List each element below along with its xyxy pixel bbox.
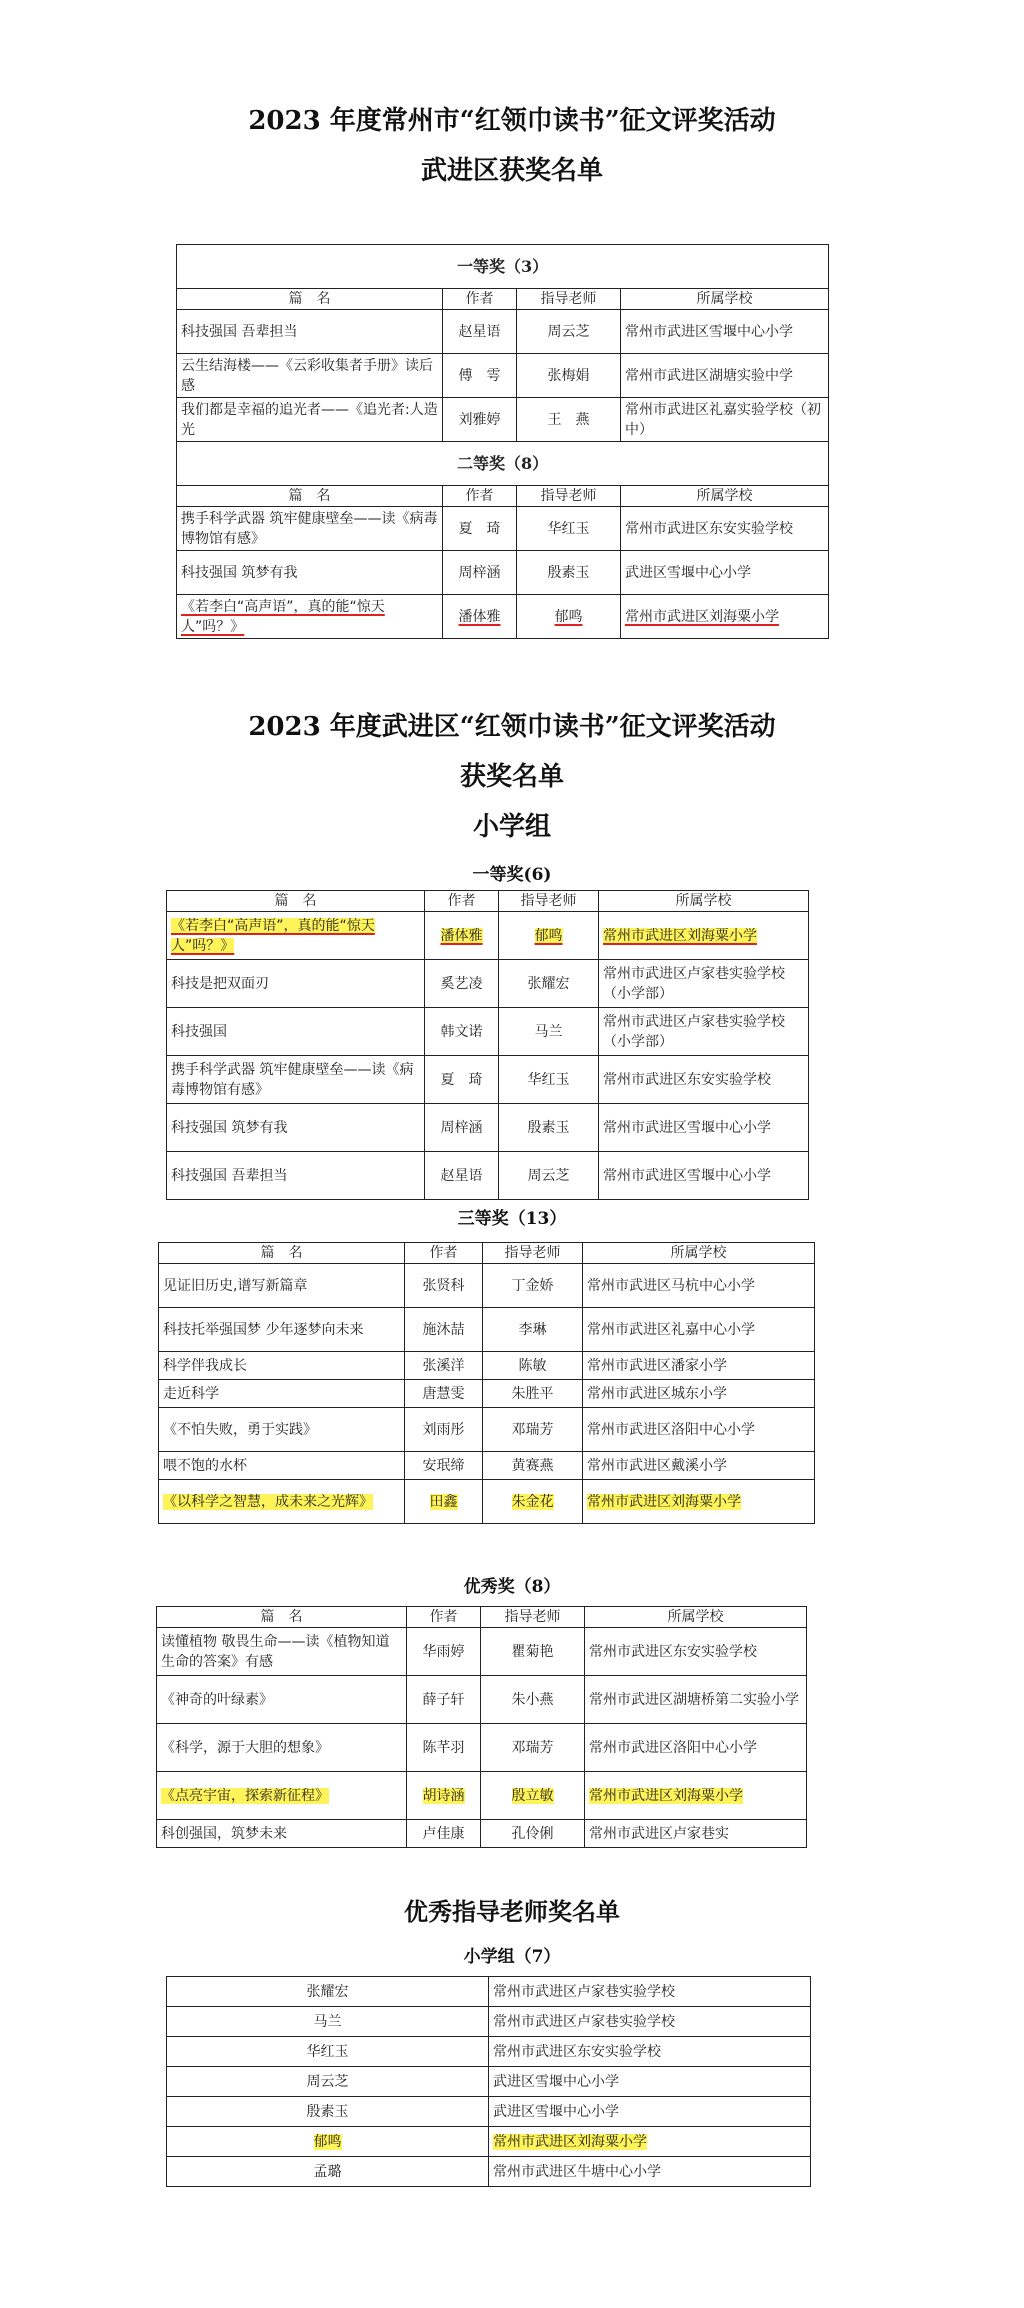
cell-teacher: 李琳 bbox=[483, 1308, 583, 1352]
table-row bbox=[159, 1352, 815, 1380]
cell-name-wrap bbox=[167, 2127, 489, 2157]
table-row bbox=[159, 1308, 815, 1352]
cell-school: 武进区雪堰中心小学 bbox=[489, 2097, 811, 2127]
table-row bbox=[177, 595, 829, 639]
section1-second-prize-label: 二等奖（8） bbox=[177, 442, 829, 486]
cell-school: 常州市武进区卢家巷实验学校（小学部） bbox=[599, 1008, 809, 1056]
cell-title: 携手科学武器 筑牢健康壁垒——读《病毒博物馆有感》 bbox=[177, 507, 443, 551]
cell-author-wrap bbox=[405, 1480, 483, 1524]
cell-author: 田鑫 bbox=[429, 1493, 458, 1510]
header-teacher: 指导老师 bbox=[499, 891, 599, 912]
table-row bbox=[177, 398, 829, 442]
cell-school: 常州市武进区刘海粟小学 bbox=[625, 608, 779, 625]
cell-school: 常州市武进区马杭中心小学 bbox=[583, 1264, 815, 1308]
cell-title: 科技是把双面刃 bbox=[167, 960, 425, 1008]
table-row bbox=[157, 1724, 807, 1772]
table-row bbox=[159, 1380, 815, 1408]
cell-school: 常州市武进区湖塘实验中学 bbox=[621, 354, 829, 398]
table-row bbox=[157, 1820, 807, 1848]
cell-teacher: 周云芝 bbox=[499, 1152, 599, 1200]
cell-title: 携手科学武器 筑牢健康壁垒——读《病毒博物馆有感》 bbox=[167, 1056, 425, 1104]
header-author: 作者 bbox=[405, 1243, 483, 1264]
cell-school-wrap bbox=[585, 1772, 807, 1820]
header-teacher: 指导老师 bbox=[517, 289, 621, 310]
cell-author: 唐慧雯 bbox=[405, 1380, 483, 1408]
cell-teacher-wrap bbox=[481, 1772, 585, 1820]
cell-author: 夏 琦 bbox=[425, 1056, 499, 1104]
section1-header-row bbox=[177, 486, 829, 507]
cell-author-wrap bbox=[425, 912, 499, 960]
cell-school: 常州市武进区刘海粟小学 bbox=[493, 2133, 647, 2150]
section2-title-line1: 2023 年度武进区“红领巾读书”征文评奖活动 bbox=[248, 712, 776, 742]
cell-school-wrap bbox=[583, 1480, 815, 1524]
table-row bbox=[167, 2157, 811, 2187]
header-school: 所属学校 bbox=[599, 891, 809, 912]
cell-title: 科技强国 bbox=[167, 1008, 425, 1056]
table-row bbox=[177, 354, 829, 398]
cell-title: 《科学，源于大胆的想象》 bbox=[157, 1724, 407, 1772]
cell-school: 常州市武进区卢家巷实验学校 bbox=[489, 1977, 811, 2007]
cell-title: 科技强国 吾辈担当 bbox=[177, 310, 443, 354]
section2-excellent-label: 优秀奖（8） bbox=[463, 1577, 561, 1597]
cell-school: 常州市武进区刘海粟小学 bbox=[587, 1493, 741, 1510]
header-title: 篇 名 bbox=[177, 486, 443, 507]
cell-author: 胡诗涵 bbox=[422, 1787, 465, 1804]
cell-school: 常州市武进区卢家巷实验学校 bbox=[489, 2007, 811, 2037]
cell-name: 郁鸣 bbox=[313, 2133, 342, 2150]
cell-title: 走近科学 bbox=[159, 1380, 405, 1408]
table-row bbox=[177, 310, 829, 354]
cell-school: 常州市武进区城东小学 bbox=[583, 1380, 815, 1408]
cell-teacher: 华红玉 bbox=[499, 1056, 599, 1104]
cell-school: 常州市武进区卢家巷实验学校（小学部） bbox=[599, 960, 809, 1008]
header-teacher: 指导老师 bbox=[483, 1243, 583, 1264]
cell-teacher: 陈敏 bbox=[483, 1352, 583, 1380]
cell-school: 常州市武进区东安实验学校 bbox=[599, 1056, 809, 1104]
table-row bbox=[167, 2127, 811, 2157]
section1-first-prize-label: 一等奖（3） bbox=[177, 245, 829, 289]
cell-author: 周梓涵 bbox=[443, 551, 517, 595]
cell-school-wrap bbox=[621, 595, 829, 639]
cell-title: 读懂植物 敬畏生命——读《植物知道生命的答案》有感 bbox=[157, 1628, 407, 1676]
table-row bbox=[177, 507, 829, 551]
header-author: 作者 bbox=[443, 486, 517, 507]
cell-title: 《以科学之智慧，成未来之光辉》 bbox=[163, 1493, 373, 1510]
cell-author: 卢佳康 bbox=[407, 1820, 481, 1848]
cell-teacher: 华红玉 bbox=[517, 507, 621, 551]
cell-school: 武进区雪堰中心小学 bbox=[489, 2067, 811, 2097]
cell-author: 潘体雅 bbox=[458, 608, 501, 625]
section2-third-prize-label: 三等奖（13） bbox=[457, 1209, 567, 1229]
section2-first-prize-table bbox=[166, 890, 809, 1200]
header-school: 所属学校 bbox=[621, 486, 829, 507]
cell-school: 常州市武进区刘海粟小学 bbox=[603, 927, 757, 944]
cell-author: 薛子轩 bbox=[407, 1676, 481, 1724]
cell-author: 赵星语 bbox=[443, 310, 517, 354]
table-row bbox=[159, 1452, 815, 1480]
cell-name: 殷素玉 bbox=[167, 2097, 489, 2127]
cell-title: 《若李白“高声语”，真的能“惊天人”吗？》 bbox=[171, 917, 375, 954]
cell-school: 武进区雪堰中心小学 bbox=[621, 551, 829, 595]
cell-school: 常州市武进区礼嘉中心小学 bbox=[583, 1308, 815, 1352]
cell-school: 常州市武进区东安实验学校 bbox=[621, 507, 829, 551]
cell-author: 安珉缔 bbox=[405, 1452, 483, 1480]
cell-author: 刘雨彤 bbox=[405, 1408, 483, 1452]
cell-school: 常州市武进区雪堰中心小学 bbox=[621, 310, 829, 354]
cell-author: 陈芊羽 bbox=[407, 1724, 481, 1772]
cell-school: 常州市武进区潘家小学 bbox=[583, 1352, 815, 1380]
header-school: 所属学校 bbox=[585, 1607, 807, 1628]
cell-school: 常州市武进区东安实验学校 bbox=[585, 1628, 807, 1676]
header-author: 作者 bbox=[407, 1607, 481, 1628]
section3-title: 优秀指导老师奖名单 bbox=[404, 1897, 620, 1926]
cell-teacher: 孔伶俐 bbox=[481, 1820, 585, 1848]
cell-title: 见证旧历史,谱写新篇章 bbox=[159, 1264, 405, 1308]
cell-author: 张贤科 bbox=[405, 1264, 483, 1308]
table-row bbox=[177, 551, 829, 595]
table-row bbox=[167, 1104, 809, 1152]
cell-title: 科技强国 吾辈担当 bbox=[167, 1152, 425, 1200]
header-title: 篇 名 bbox=[157, 1607, 407, 1628]
cell-teacher: 郁鸣 bbox=[534, 927, 563, 944]
table-row bbox=[167, 1977, 811, 2007]
header-title: 篇 名 bbox=[159, 1243, 405, 1264]
cell-school: 常州市武进区洛阳中心小学 bbox=[583, 1408, 815, 1452]
section3-group-label: 小学组（7） bbox=[463, 1947, 561, 1967]
cell-author: 张溪洋 bbox=[405, 1352, 483, 1380]
cell-author: 傅 雩 bbox=[443, 354, 517, 398]
cell-teacher: 殷素玉 bbox=[517, 551, 621, 595]
cell-title: 云生结海楼——《云彩收集者手册》读后感 bbox=[177, 354, 443, 398]
cell-teacher: 朱胜平 bbox=[483, 1380, 583, 1408]
cell-title-wrap bbox=[157, 1772, 407, 1820]
cell-author: 施沐喆 bbox=[405, 1308, 483, 1352]
table-row bbox=[167, 2097, 811, 2127]
cell-title: 科学伴我成长 bbox=[159, 1352, 405, 1380]
table-row bbox=[167, 960, 809, 1008]
section1-header-row bbox=[177, 289, 829, 310]
header-teacher: 指导老师 bbox=[517, 486, 621, 507]
cell-school: 常州市武进区刘海粟小学 bbox=[589, 1787, 743, 1804]
cell-teacher-wrap bbox=[483, 1480, 583, 1524]
header-school: 所属学校 bbox=[583, 1243, 815, 1264]
section2-excellent-table bbox=[156, 1606, 807, 1848]
table-row bbox=[167, 1056, 809, 1104]
cell-author: 潘体雅 bbox=[440, 927, 483, 944]
table-row bbox=[167, 2067, 811, 2097]
cell-name: 周云芝 bbox=[167, 2067, 489, 2097]
header-author: 作者 bbox=[443, 289, 517, 310]
table-row bbox=[167, 2007, 811, 2037]
section2-title-line2: 获奖名单 bbox=[459, 762, 564, 792]
cell-teacher: 殷立敏 bbox=[511, 1787, 554, 1804]
section1-award-table bbox=[176, 244, 829, 639]
header-row bbox=[159, 1243, 815, 1264]
table-row bbox=[157, 1772, 807, 1820]
cell-teacher: 周云芝 bbox=[517, 310, 621, 354]
cell-school: 常州市武进区戴溪小学 bbox=[583, 1452, 815, 1480]
cell-title-wrap bbox=[177, 595, 443, 639]
table-row bbox=[157, 1628, 807, 1676]
cell-teacher: 张耀宏 bbox=[499, 960, 599, 1008]
cell-teacher: 殷素玉 bbox=[499, 1104, 599, 1152]
cell-teacher: 张梅娟 bbox=[517, 354, 621, 398]
cell-teacher: 瞿菊艳 bbox=[481, 1628, 585, 1676]
cell-teacher: 邓瑞芳 bbox=[483, 1408, 583, 1452]
cell-author: 赵星语 bbox=[425, 1152, 499, 1200]
cell-teacher: 朱小燕 bbox=[481, 1676, 585, 1724]
cell-school: 常州市武进区洛阳中心小学 bbox=[585, 1724, 807, 1772]
header-school: 所属学校 bbox=[621, 289, 829, 310]
cell-title: 科创强国，筑梦未来 bbox=[157, 1820, 407, 1848]
cell-author: 刘雅婷 bbox=[443, 398, 517, 442]
header-teacher: 指导老师 bbox=[481, 1607, 585, 1628]
table-row bbox=[167, 2037, 811, 2067]
header-title: 篇 名 bbox=[167, 891, 425, 912]
cell-author: 夏 琦 bbox=[443, 507, 517, 551]
cell-title: 《神奇的叶绿素》 bbox=[157, 1676, 407, 1724]
cell-teacher: 王 燕 bbox=[517, 398, 621, 442]
header-row bbox=[157, 1607, 807, 1628]
table-row bbox=[159, 1264, 815, 1308]
cell-name: 孟璐 bbox=[167, 2157, 489, 2187]
table-row bbox=[159, 1408, 815, 1452]
cell-author: 奚艺凌 bbox=[425, 960, 499, 1008]
section1-title-line2: 武进区获奖名单 bbox=[420, 156, 603, 186]
cell-title-wrap bbox=[167, 912, 425, 960]
cell-author-wrap bbox=[443, 595, 517, 639]
cell-author: 华雨婷 bbox=[407, 1628, 481, 1676]
cell-teacher: 邓瑞芳 bbox=[481, 1724, 585, 1772]
section2-first-prize-label: 一等奖(6) bbox=[472, 865, 552, 885]
cell-title-wrap bbox=[159, 1480, 405, 1524]
section1-title-line1: 2023 年度常州市“红领巾读书”征文评奖活动 bbox=[248, 106, 776, 136]
section2-third-prize-table bbox=[158, 1242, 815, 1524]
header-row bbox=[167, 891, 809, 912]
cell-school: 常州市武进区雪堰中心小学 bbox=[599, 1104, 809, 1152]
table-row bbox=[167, 1152, 809, 1200]
cell-title: 科技托举强国梦 少年逐梦向未来 bbox=[159, 1308, 405, 1352]
cell-author: 韩文诺 bbox=[425, 1008, 499, 1056]
table-row bbox=[167, 1008, 809, 1056]
header-title: 篇 名 bbox=[177, 289, 443, 310]
cell-name: 张耀宏 bbox=[167, 1977, 489, 2007]
cell-title: 《若李白“高声语”，真的能“惊天人”吗？》 bbox=[181, 598, 385, 635]
cell-teacher-wrap bbox=[499, 912, 599, 960]
cell-title: 科技强国 筑梦有我 bbox=[167, 1104, 425, 1152]
table-row bbox=[157, 1676, 807, 1724]
cell-teacher-wrap bbox=[517, 595, 621, 639]
cell-title: 《点亮宇宙，探索新征程》 bbox=[161, 1787, 329, 1804]
cell-title: 科技强国 筑梦有我 bbox=[177, 551, 443, 595]
cell-school: 常州市武进区牛塘中心小学 bbox=[489, 2157, 811, 2187]
cell-name: 华红玉 bbox=[167, 2037, 489, 2067]
cell-title: 《不怕失败，勇于实践》 bbox=[159, 1408, 405, 1452]
cell-school: 常州市武进区湖塘桥第二实验小学 bbox=[585, 1676, 807, 1724]
cell-school-wrap bbox=[599, 912, 809, 960]
cell-teacher: 马兰 bbox=[499, 1008, 599, 1056]
table-row bbox=[167, 912, 809, 960]
cell-school: 常州市武进区礼嘉实验学校（初中） bbox=[621, 398, 829, 442]
table-row bbox=[159, 1480, 815, 1524]
cell-teacher: 朱金花 bbox=[511, 1493, 554, 1510]
section3-teacher-table bbox=[166, 1976, 811, 2187]
cell-school: 常州市武进区东安实验学校 bbox=[489, 2037, 811, 2067]
cell-author: 周梓涵 bbox=[425, 1104, 499, 1152]
cell-name: 马兰 bbox=[167, 2007, 489, 2037]
cell-title: 喂不饱的水杯 bbox=[159, 1452, 405, 1480]
cell-school: 常州市武进区雪堰中心小学 bbox=[599, 1152, 809, 1200]
cell-school-wrap bbox=[489, 2127, 811, 2157]
cell-title: 我们都是幸福的追光者——《追光者:人造光 bbox=[177, 398, 443, 442]
header-author: 作者 bbox=[425, 891, 499, 912]
cell-teacher: 黄赛燕 bbox=[483, 1452, 583, 1480]
cell-school: 常州市武进区卢家巷实 bbox=[585, 1820, 807, 1848]
cell-author-wrap bbox=[407, 1772, 481, 1820]
cell-teacher: 丁金娇 bbox=[483, 1264, 583, 1308]
cell-teacher: 郁鸣 bbox=[554, 608, 583, 625]
section2-group-label: 小学组 bbox=[472, 812, 551, 842]
